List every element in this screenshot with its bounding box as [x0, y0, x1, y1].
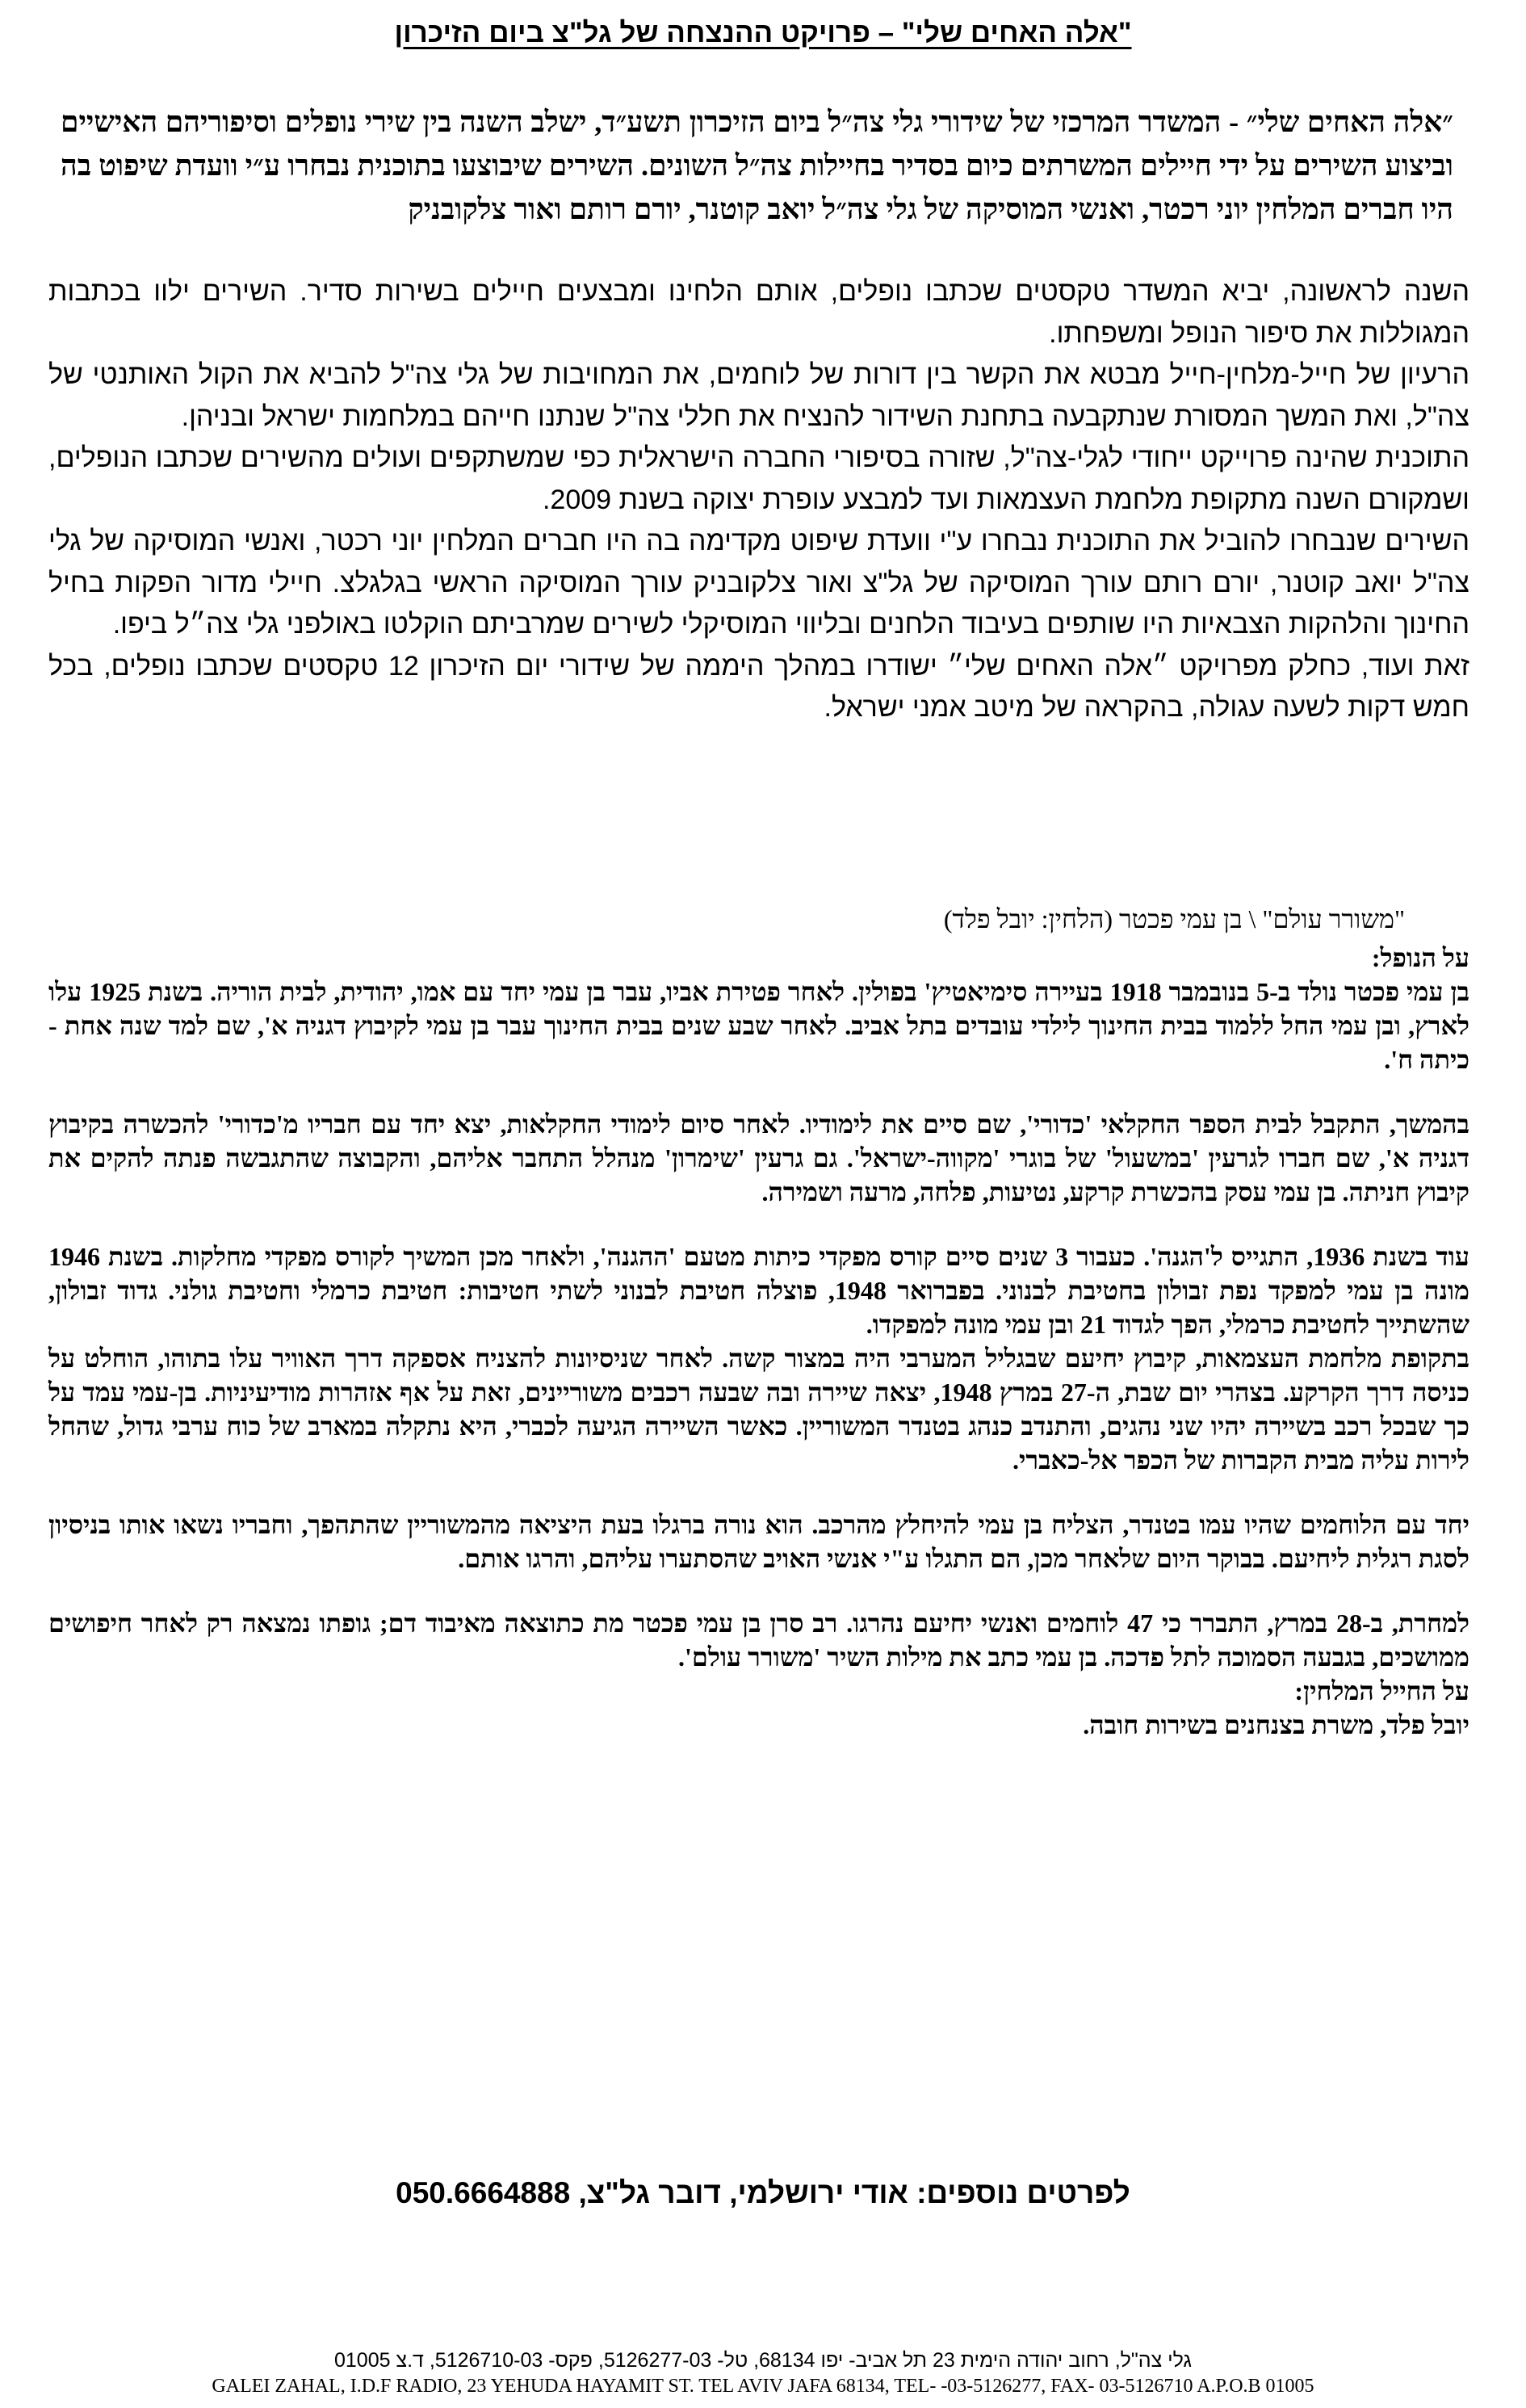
- soldier-text: יובל פלד, משרת בצנחנים בשירות חובה.: [1083, 1710, 1469, 1739]
- fallen-paragraph: בהמשך, התקבל לבית הספר החקלאי 'כדורי', שם סיים את לימודיו. לאחר סיום לימודי החקלאות, יצא יחד עם חבריו מ'כדורי' להכשרה בקיבוץ דגניה א', שם חברו לגרעין 'במשעול' של בוגרי 'מקווה-ישראל'. גם גרעין 'שימרון' מנהלל התחבר אליהם, והקבוצה שהתגבשה פנתה להקים את קיבוץ חניתה. בן עמי עסק בהכשרת קרקע, נטיעות, פלחה, מרעה ושמירה.: [48, 1110, 1469, 1206]
- fallen-paragraph: למחרת, ב-28 במרץ, התברר כי 47 לוחמים ואנשי יחיעם נהרגו. רב סרן בן עמי פכטר מת כתוצאה מאיבוד דם; גופתו נמצאה רק לאחר חיפושים ממושכים, בגבעה הסמוכה לתל פדכה. בן עמי כתב את מילות השיר 'משורר עולם'.: [48, 1609, 1470, 1672]
- body-paragraph: התוכנית שהינה פרוייקט ייחודי לגלי-צה"ל, שזורה בסיפורי החברה הישראלית כפי שמשתקפים ועולים מהשירים שכתבו הנופלים, ושמקורם השנה מתקופת מלחמת העצמאות ועד למבצע עופרת יצוקה בשנת 2009.: [48, 443, 1469, 515]
- body-paragraph: הרעיון של חייל-מלחין-חייל מבטא את הקשר בין דורות של לוחמים, את המחויבות של גלי צה"ל להביא את הקול האותנטי של צה"ל, ואת המשך המסורת שנתקבעה בתחנת השידור להנציח את חללי צה"ל שנתנו חייהם במלחמות ישראל ובניהן.: [48, 359, 1469, 432]
- fallen-heading: על הנופל:: [1371, 943, 1469, 972]
- body-paragraph: השנה לראשונה, יביא המשדר טקסטים שכתבו נופלים, אותם הלחינו ומבצעים חיילים בשירות סדיר. השירים ילוו בכתבות המגוללות את סיפור הנופל ומשפחתו.: [48, 276, 1469, 349]
- fallen-paragraph: בן עמי פכטר נולד ב-5 בנובמבר 1918 בעיירה סימיאטיץ' בפולין. לאחר פטירת אביו, עבר בן עמי יחד עם אמו, יהודית, לבית הוריה. בשנת 1925 עלו לארץ, ובן עמי החל ללמוד בבית החינוך לילדי עובדים בתל אביב. לאחר שבע שנים בבית החינוך עבר בן עמי לקיבוץ דגניה א', שם למד שנה אחת - כיתה ח'.: [48, 977, 1470, 1074]
- soldier-heading: על החייל המלחין:: [1294, 1676, 1469, 1705]
- body-paragraph: השירים שנבחרו להוביל את התוכנית נבחרו ע"י וועדת שיפוט מקדימה בה היו חברים המלחין יוני רכטר, ואנשי המוסיקה של גלי צה"ל יואב קוטנר, יורם רותם עורך המוסיקה של גל"צ ואור צלקובניק עורך המוסיקה הראשי בגלגלצ. חיילי מדור הפקות בחיל החינוך והלהקות הצבאיות היו שותפים בעיבוד הלחנים ובליווי המוסיקלי לשירים שמרביתם הוקלטו באולפני גלי צה״ל ביפו.: [48, 526, 1469, 640]
- intro-paragraph: ״אלה האחים שלי״ - המשדר המרכזי של שידורי גלי צה״ל ביום הזיכרון תשע״ד, ישלב השנה בין שירי נופלים וסיפוריהם האישיים וביצוע השירים על ידי חיילים המשרתים כיום בסדיר בחיילות צה״ל השונים. השירים שיבוצעו בתוכנית נבחרו ע״י וועדת שיפוט בה היו חברים המלחין יוני רכטר, ואנשי המוסיקה של גלי צה״ל יואב קוטנר, יורם רותם ואור צלקובניק: [61, 106, 1453, 225]
- fallen-paragraph: יחד עם הלוחמים שהיו עמו בטנדר, הצליח בן עמי להיחלץ מהרכב. הוא נורה ברגלו בעת היציאה מהמשוריין שהתהפך, וחבריו נשאו אותו בניסיון לסגת רגלית ליחיעם. בבוקר היום שלאחר מכן, הם התגלו ע"י אנשי האויב שהסתערו עליהם, והרגו אותם.: [48, 1510, 1469, 1573]
- page-title-text: "אלה האחים שלי" – פרויקט ההנצחה של גל"צ ביום הזיכרון: [394, 17, 1132, 48]
- body-section: [48, 271, 1469, 729]
- footer-address-hebrew: גלי צה"ל, רחוב יהודה הימית 23 תל אביב- יפו 68134, טל- 5126277-03, פקס- 5126710-03, ד.צ 01005: [334, 2349, 1192, 2372]
- footer-address-english: GALEI ZAHAL, I.D.F RADIO, 23 YEHUDA HAYAMIT ST. TEL AVIV JAFA 68134, TEL- -03-5126277, FAX- 03-5126710 A.P.O.B 01005: [212, 2376, 1314, 2397]
- fallen-paragraph: בתקופת מלחמת העצמאות, קיבוץ יחיעם שבגליל המערבי היה במצור קשה. לאחר שניסיונות להצניח אספקה דרך האוויר עלו בתוהו, הוחלט על כניסה דרך הקרקע. בצהרי יום שבת, ה-27 במרץ 1948, יצאה שיירה ובה שבעה רכבים משוריינים, זאת על אף אזהרות מודיעיניות. בן-עמי עמד על כך שבכל רכב בשיירה יהיו שני נהגים, והתנדב כנהג בטנדר המשוריין. כאשר השיירה הגיעה לכברי, היא נתקלה במארב של כוח ערבי גדול, שהחל לירות עליה מבית הקברות של הכפר אל-כאברי.: [48, 1344, 1470, 1475]
- song-credit-line: "משורר עולם" \ בן עמי פכטר (הלחין: יובל פלד): [943, 904, 1405, 933]
- fallen-paragraph: עוד בשנת 1936, התגייס ל'הגנה'. כעבור 3 שנים סיים קורס מפקדי כיתות מטעם 'ההגנה', ולאחר מכן המשיך לקורס מפקדי מחלקות. בשנת 1946 מונה בן עמי למפקד נפת זבולון בחטיבת לבנוני. בפברואר 1948, פוצלה חטיבת לבנוני לשתי חטיבות: חטיבת כרמלי וחטיבת גולני. גדוד זבולון, שהשתייך לחטיבת כרמלי, הפך לגדוד 21 ובן עמי מונה למפקדו.: [48, 1242, 1470, 1339]
- contact-line: לפרטים נוספים: אודי ירושלמי, דובר גל"צ, 050.6664888: [396, 2176, 1130, 2209]
- fallen-section: [48, 941, 1469, 1742]
- body-paragraph: זאת ועוד, כחלק מפרויקט ״אלה האחים שלי״ ישודרו במהלך היממה של שידורי יום הזיכרון 12 טקסטים שכתבו נופלים, בכל חמש דקות לשעה עגולה, בהקראה של מיטב אמני ישראל.: [48, 650, 1469, 723]
- page-title: [0, 15, 1526, 52]
